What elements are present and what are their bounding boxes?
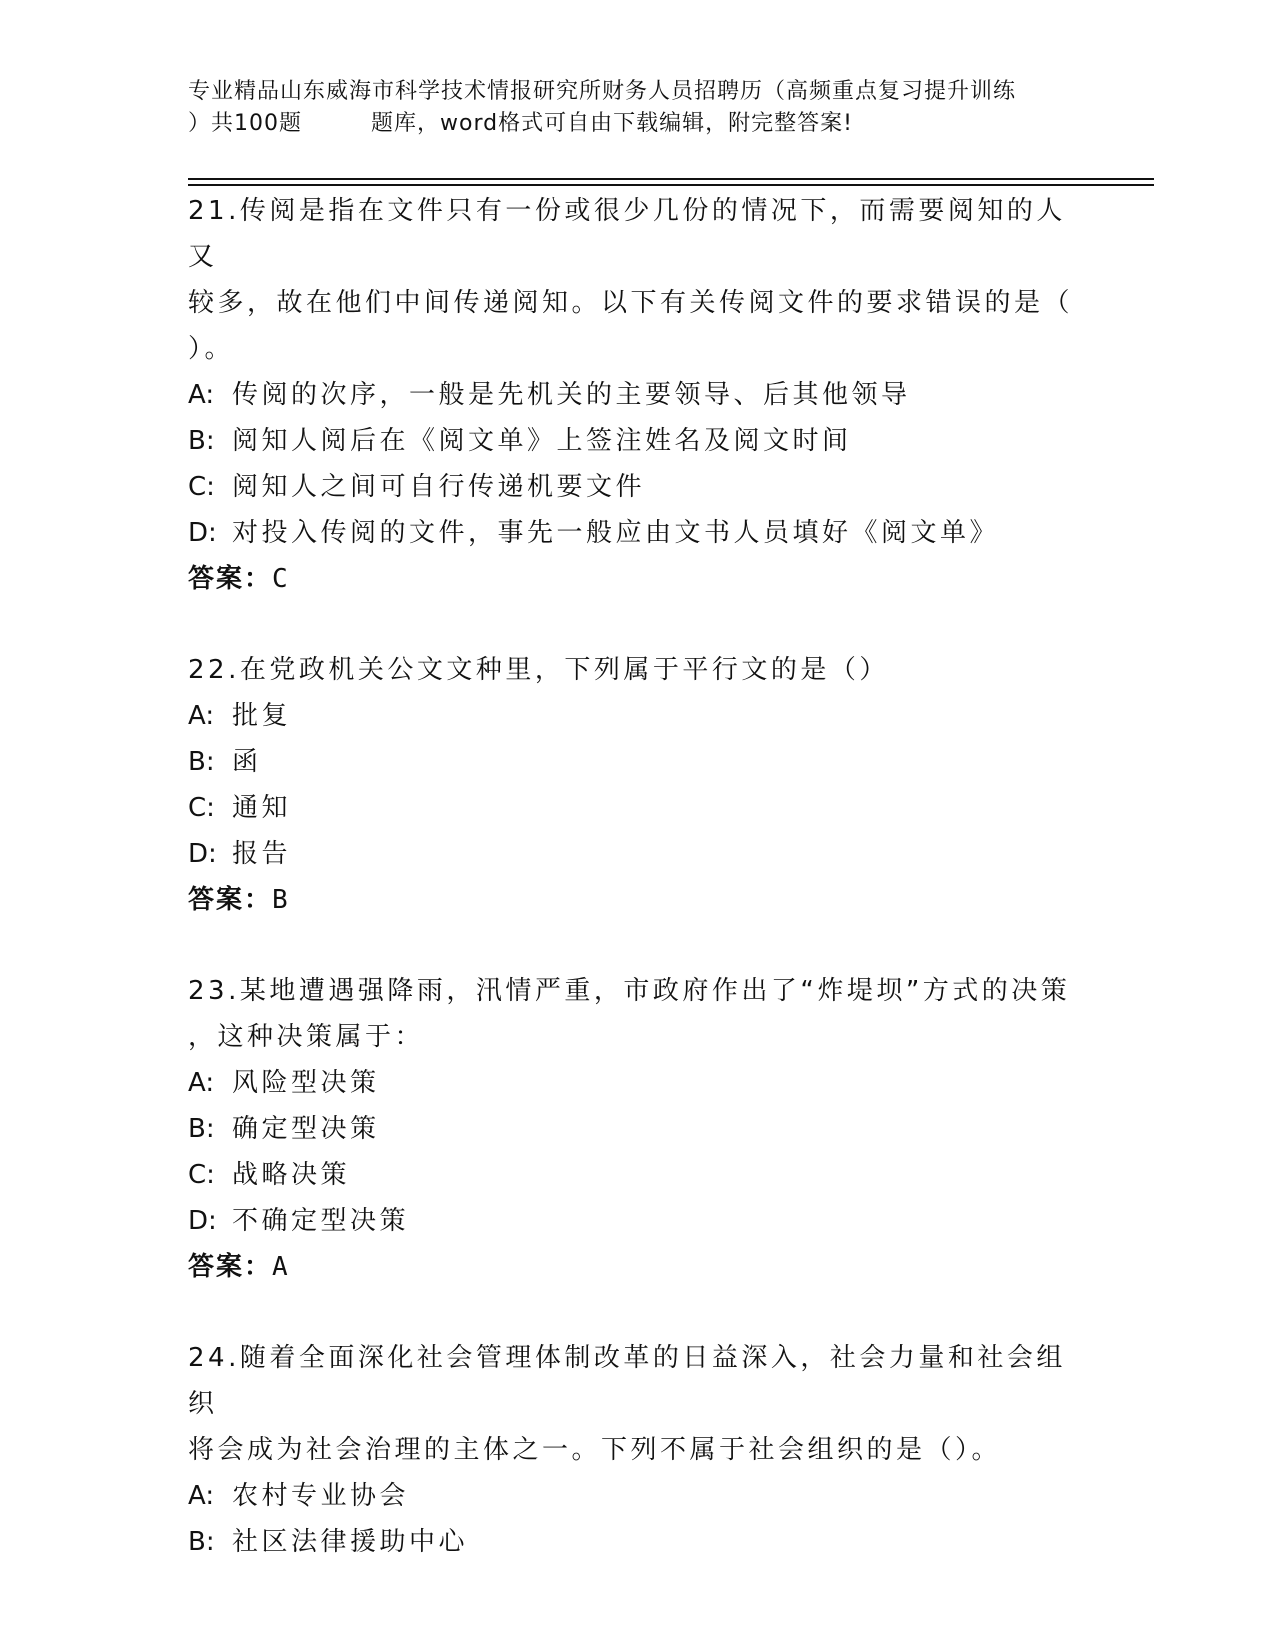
question-text: 24.随着全面深化社会管理体制改革的日益深入，社会力量和社会组织 将会成为社会治理的主体之一。下列不属于社会组织的是（）。: [188, 1343, 1066, 1465]
option-key: B:: [188, 426, 215, 456]
answer-label: 答案：: [188, 564, 273, 594]
option-text: 确定型决策: [232, 1114, 380, 1144]
option-key: A:: [188, 380, 215, 410]
answer-value: B: [272, 885, 290, 915]
option-text: 对投入传阅的文件，事先一般应由文书人员填好《阅文单》: [232, 518, 1000, 548]
header-line-1: 专业精品山东威海市科学技术情报研究所财务人员招聘历（高频重点复习提升训练: [188, 79, 1017, 104]
answer: [188, 877, 1088, 923]
option-key: D:: [188, 518, 217, 548]
option-text: 阅知人之间可自行传递机要文件: [232, 472, 646, 502]
option-c: [188, 785, 1088, 831]
option-text: 函: [232, 747, 262, 777]
option-b: [188, 739, 1088, 785]
option-key: B:: [188, 1527, 215, 1557]
option-c: [188, 464, 1088, 510]
question-text: 22.在党政机关公文文种里，下列属于平行文的是（）: [188, 655, 889, 685]
option-d: [188, 510, 1088, 556]
answer-label: 答案：: [188, 1252, 273, 1282]
option-text: 不确定型决策: [232, 1206, 410, 1236]
question-list: [188, 188, 1088, 1610]
answer-value: C: [272, 564, 290, 594]
question-text: 23.某地遭遇强降雨，汛情严重，市政府作出了“炸堤坝”方式的决策 ，这种决策属于：: [188, 976, 1071, 1052]
option-d: [188, 831, 1088, 877]
option-c: [188, 1152, 1088, 1198]
answer-value: A: [272, 1252, 290, 1282]
option-a: [188, 1060, 1088, 1106]
option-a: [188, 693, 1088, 739]
header-divider-bottom: [188, 184, 1154, 186]
option-b: [188, 1106, 1088, 1152]
option-text: 报告: [232, 839, 292, 869]
option-key: B:: [188, 747, 215, 777]
option-key: D:: [188, 1206, 217, 1236]
option-a: [188, 372, 1088, 418]
option-key: C:: [188, 1160, 215, 1190]
question-21: [188, 188, 1088, 602]
option-text: 战略决策: [232, 1160, 351, 1190]
header-line-2: ）共100题 题库，word格式可自由下载编辑，附完整答案!: [188, 111, 853, 136]
option-a: [188, 1473, 1088, 1519]
option-text: 批复: [232, 701, 292, 731]
option-text: 风险型决策: [232, 1068, 380, 1098]
question-text: 21.传阅是指在文件只有一份或很少几份的情况下，而需要阅知的人又 较多，故在他们中间传递阅知。以下有关传阅文件的要求错误的是（ ）。: [188, 196, 1074, 364]
option-text: 传阅的次序，一般是先机关的主要领导、后其他领导: [232, 380, 911, 410]
option-key: A:: [188, 1068, 215, 1098]
option-text: 社区法律援助中心: [232, 1527, 469, 1557]
option-key: C:: [188, 472, 215, 502]
answer: [188, 556, 1088, 602]
option-b: [188, 418, 1088, 464]
question-22: [188, 647, 1088, 923]
answer: [188, 1244, 1088, 1290]
option-d: [188, 1198, 1088, 1244]
option-text: 通知: [232, 793, 292, 823]
option-key: A:: [188, 701, 215, 731]
option-text: 阅知人阅后在《阅文单》上签注姓名及阅文时间: [232, 426, 852, 456]
header-divider-top: [188, 178, 1154, 180]
answer-label: 答案：: [188, 885, 273, 915]
option-key: B:: [188, 1114, 215, 1144]
option-text: 农村专业协会: [232, 1481, 410, 1511]
option-key: C:: [188, 793, 215, 823]
option-key: D:: [188, 839, 217, 869]
document-header: [188, 76, 1088, 140]
question-23: [188, 968, 1088, 1290]
option-key: A:: [188, 1481, 215, 1511]
question-24: [188, 1335, 1088, 1565]
option-b: [188, 1519, 1088, 1565]
